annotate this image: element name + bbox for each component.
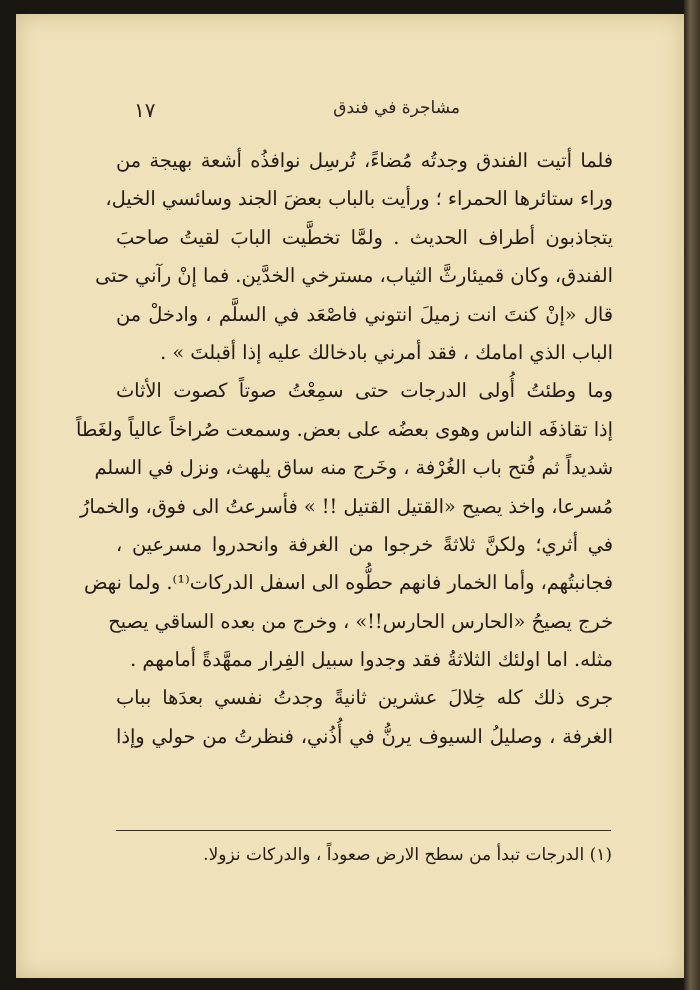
text-line: الغرفة ، وصليلُ السيوف يرنُّ في أُذُني، فنظرتُ من حولي وإذا: [116, 724, 613, 748]
text-line: قال «إنْ كنتَ انت زميلَ انتوني فاصْعَد في السلَّم ، وادخلْ من: [116, 302, 613, 326]
text-line: فلما أتيت الفندق وجدتُه مُضاءً، تُرسِل نوافذُه أشعة بهيجة من: [116, 149, 613, 172]
text-line: الفندق، وكان قميئارثَّ الثياب، مسترخي الخدَّين. فما إنْ رآني حتى: [95, 264, 613, 288]
text-line: إذا تقاذفَه الناس وهوى بعضُه على بعض. وسمعت صُراخاً عالياً ولغَطاً: [76, 417, 613, 441]
text-line: جرى ذلك كله خِلالَ عشرين ثانيةً وجدتُ نفسي بعدَها بباب: [116, 686, 613, 710]
text-line: وما وطئتُ أُولى الدرجات حتى سمِعْتُ صوتاً كصوت الأثاث: [116, 379, 613, 403]
page-header: [134, 98, 610, 128]
text-line: مثله. اما اولئك الثلاثةُ فقد وجدوا سبيل الفِرار ممهَّدةً أمامهم .: [130, 648, 613, 672]
page-edge: [684, 0, 700, 990]
text-line: مُسرعا، واخذ يصيح «القتيل القتيل !! » فأسرعتُ الى فوق، والخمارُ: [80, 494, 613, 518]
book-page: [16, 14, 684, 978]
text-line: وراء ستائرها الحمراء ؛ ورأيت بالباب بعضَ الجند وسائسي الخيل،: [105, 187, 613, 211]
text-line: شديداً ثم فُتح باب الغُرْفة ، وخَرج منه ساق يلهث، ونزل في السلم: [94, 456, 613, 480]
page-number: ١٧: [134, 98, 156, 122]
running-title: مشاجرة في فندق: [333, 98, 460, 118]
footnote: (١) الدرجات تبدأ من سطح الارض صعوداً ، والدركات نزولا.: [203, 845, 612, 865]
footnote-divider: [116, 830, 611, 831]
text-line: يتجاذبون أطراف الحديث . ولمَّا تخطَّيت البابَ لقيتُ صاحبَ: [116, 225, 613, 249]
text-line: خرج يصيحُ «الحارس الحارس!!» ، وخرج من بعده الساقي يصيح: [108, 609, 613, 633]
body-text: [76, 142, 613, 756]
text-line: الباب الذي امامك ، فقد أمرني بادخالك عليه إذا أقبلتَ » .: [160, 340, 613, 364]
text-line: فجانبتُهم، وأما الخمار فانهم حطُّوه الى اسفل الدركات⁽¹⁾. ولما نهض: [84, 571, 613, 595]
text-line: في أثري؛ ولكنَّ ثلاثةً خرجوا من الغرفة وانحدروا مسرعين ،: [116, 532, 613, 556]
